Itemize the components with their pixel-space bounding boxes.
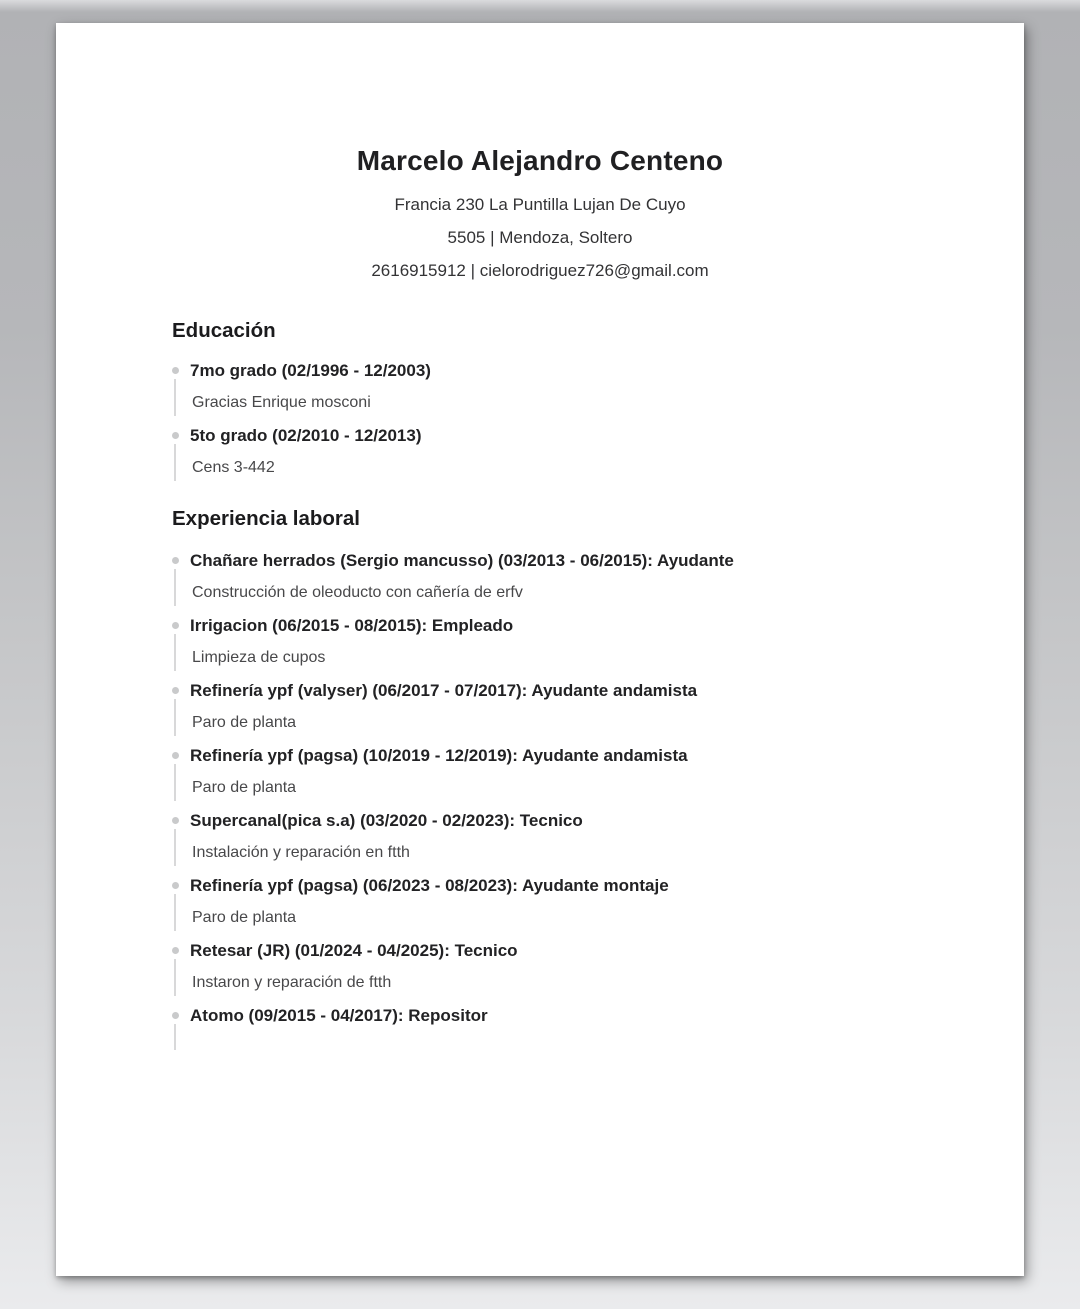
entry-title: Retesar (JR) (01/2024 - 04/2025): Tecnico bbox=[190, 940, 518, 960]
work-entry bbox=[172, 935, 968, 1000]
contact-line-zip-city-status: 5505 | Mendoza, Soltero bbox=[447, 227, 633, 247]
resume-sections bbox=[56, 317, 1024, 1055]
entry-title: Refinería ypf (pagsa) (06/2023 - 08/2023): Ayudante montaje bbox=[190, 875, 669, 895]
entry-title: Refinería ypf (pagsa) (10/2019 - 12/2019): Ayudante andamista bbox=[190, 745, 688, 765]
entry-title: Irrigacion (06/2015 - 08/2015): Empleado bbox=[190, 615, 514, 635]
entry-description: Limpieza de cupos bbox=[192, 649, 326, 667]
resume-name: Marcelo Alejandro Centeno bbox=[356, 145, 724, 176]
entry-title: Chañare herrados (Sergio mancusso) (03/2013 - 06/2015): Ayudante bbox=[190, 550, 734, 570]
contact-line-phone-email: 2616915912 | cielorodriguez726@gmail.com bbox=[371, 260, 709, 280]
work-entry bbox=[172, 1000, 968, 1055]
section-title-education: Educación bbox=[172, 318, 276, 342]
entry-title: 5to grado (02/2010 - 12/2013) bbox=[190, 425, 422, 445]
work-entry bbox=[172, 610, 968, 675]
contact-block bbox=[56, 188, 1024, 287]
entry-description: Construcción de oleoducto con cañería de erfv bbox=[192, 584, 523, 602]
entry-description bbox=[190, 1032, 968, 1054]
entry-title: 7mo grado (02/1996 - 12/2003) bbox=[190, 360, 431, 380]
entry-description: Gracias Enrique mosconi bbox=[192, 394, 371, 412]
entry-description: Paro de planta bbox=[192, 714, 297, 732]
entry-title: Supercanal(pica s.a) (03/2020 - 02/2023): Tecnico bbox=[190, 810, 583, 830]
work-entry bbox=[172, 740, 968, 805]
contact-line-address: Francia 230 La Puntilla Lujan De Cuyo bbox=[394, 194, 686, 214]
resume-header bbox=[56, 23, 1024, 287]
work-entry bbox=[172, 675, 968, 740]
entry-title: Atomo (09/2015 - 04/2017): Repositor bbox=[190, 1005, 488, 1025]
entry-description: Instaron y reparación de ftth bbox=[192, 974, 392, 992]
work-entry bbox=[172, 545, 968, 610]
section-title-work-experience: Experiencia laboral bbox=[172, 506, 361, 530]
education-entry bbox=[172, 355, 968, 420]
entry-title: Refinería ypf (valyser) (06/2017 - 07/2017): Ayudante andamista bbox=[190, 680, 698, 700]
education-entries bbox=[172, 355, 968, 485]
entry-description: Paro de planta bbox=[192, 909, 297, 927]
entry-description: Cens 3-442 bbox=[192, 459, 275, 477]
work-entry bbox=[172, 805, 968, 870]
section-work-experience bbox=[172, 505, 968, 1055]
entry-description: Paro de planta bbox=[192, 779, 297, 797]
work-entry bbox=[172, 870, 968, 935]
section-education bbox=[172, 317, 968, 485]
education-entry bbox=[172, 420, 968, 485]
work-experience-entries bbox=[172, 545, 968, 1055]
resume-page bbox=[56, 23, 1024, 1276]
entry-description: Instalación y reparación en ftth bbox=[192, 844, 410, 862]
